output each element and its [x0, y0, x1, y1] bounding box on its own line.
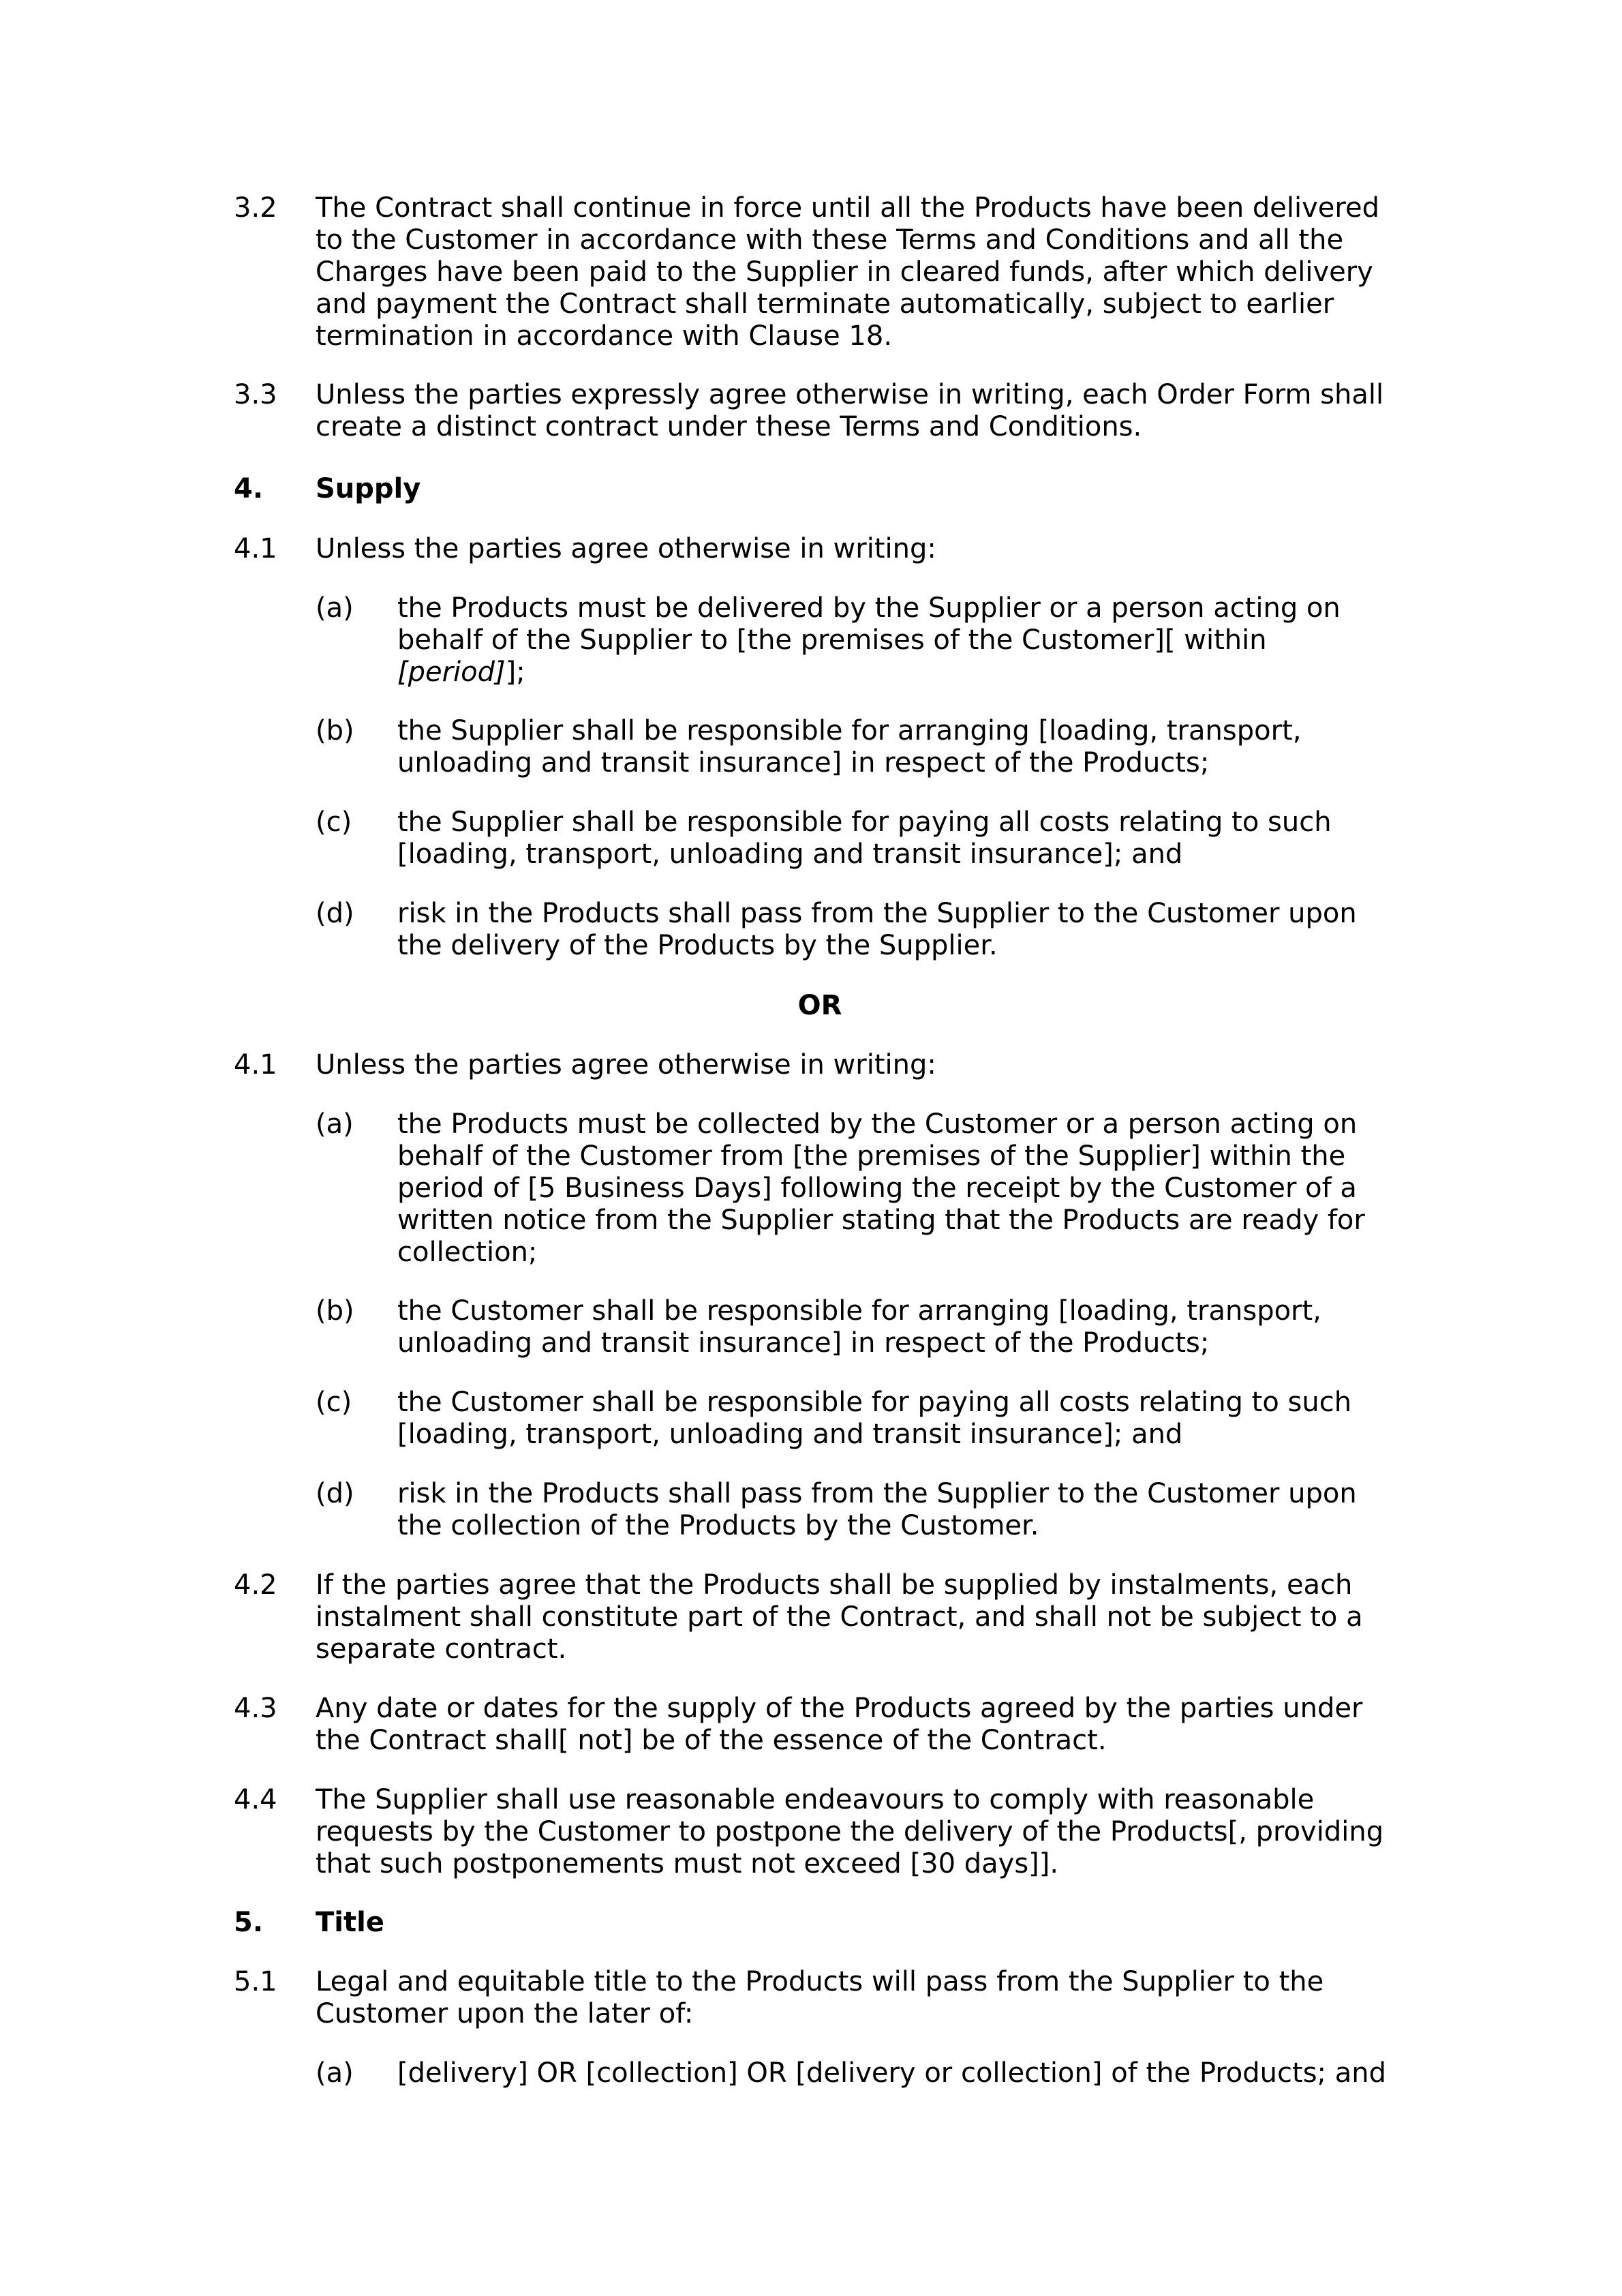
subclause-number: (a) [316, 1108, 354, 1140]
subclause-text [397, 898, 1406, 962]
subclause-text [397, 806, 1406, 871]
clause-number: 3.2 [234, 192, 277, 224]
text-line: [delivery] OR [collection] OR [delivery or collection] of the Products; and [397, 2057, 1386, 2089]
text-line: [loading, transport, unloading and transit insurance]; and [397, 839, 1183, 870]
clause-number: 3.3 [234, 379, 277, 410]
text-line: the Products must be collected by the Customer or a person acting on [397, 1108, 1358, 1140]
section-title: Title [316, 1907, 384, 1938]
text-line: risk in the Products shall pass from the Supplier to the Customer upon [397, 898, 1357, 929]
subclause-number: (c) [316, 806, 352, 838]
clause-text [316, 192, 1406, 352]
text-line: Unless the parties agree otherwise in writing: [316, 533, 936, 564]
text-line: requests by the Customer to postpone the delivery of the Products[, providing [316, 1816, 1384, 1847]
text-line: and payment the Contract shall terminate automatically, subject to earlier [316, 288, 1334, 320]
text-line: risk in the Products shall pass from the Supplier to the Customer upon [397, 1478, 1357, 1509]
clause-number: 4.2 [234, 1569, 277, 1601]
subclause-text [397, 1387, 1406, 1451]
text-fragment: ]; [505, 656, 525, 688]
alternative-or-divider: OR [797, 990, 842, 1021]
subclause-number: (a) [316, 2057, 354, 2089]
text-line: the delivery of the Products by the Supplier. [397, 930, 998, 961]
clause-number: 5.1 [234, 1966, 277, 1997]
text-line [397, 656, 1406, 689]
text-line: that such postponements must not exceed [30 days]]. [316, 1848, 1059, 1879]
subclause-number: (d) [316, 898, 354, 929]
subclause-text [397, 1478, 1406, 1542]
section-number: 5. [234, 1907, 264, 1938]
subclause-text [397, 592, 1406, 689]
text-line: the Contract shall[ not] be of the essence of the Contract. [316, 1725, 1107, 1756]
clause-text [316, 1693, 1406, 1757]
clause-number: 4.1 [234, 533, 277, 564]
text-line: Any date or dates for the supply of the Products agreed by the parties under [316, 1693, 1363, 1724]
text-line: termination in accordance with Clause 18. [316, 320, 893, 352]
clause-text [316, 1966, 1406, 2030]
subclause-number: (d) [316, 1478, 354, 1509]
subclause-number: (b) [316, 715, 354, 746]
text-line: the Customer shall be responsible for paying all costs relating to such [397, 1387, 1352, 1418]
clause-number: 4.3 [234, 1693, 277, 1724]
subclause-number: (c) [316, 1387, 352, 1418]
text-line: the Supplier shall be responsible for arranging [loading, transport, [397, 715, 1302, 746]
text-line: instalment shall constitute part of the Contract, and shall not be subject to a [316, 1601, 1363, 1633]
text-line: to the Customer in accordance with these Terms and Conditions and all the [316, 224, 1344, 256]
clause-text [316, 1569, 1406, 1665]
text-line: the Customer shall be responsible for arranging [loading, transport, [397, 1295, 1321, 1327]
clause-text [316, 379, 1406, 443]
text-line: Unless the parties agree otherwise in writing: [316, 1049, 936, 1081]
subclause-text [397, 1295, 1406, 1359]
subclause-text [397, 715, 1406, 779]
text-line: separate contract. [316, 1633, 567, 1665]
text-line: the Products must be delivered by the Supplier or a person acting on [397, 592, 1341, 624]
text-line: behalf of the Supplier to [the premises of the Customer][ within [397, 624, 1267, 656]
subclause-text [397, 1108, 1406, 1269]
text-line: period of [5 Business Days] following the receipt by the Customer of a [397, 1173, 1357, 1204]
clause-text [316, 1784, 1406, 1880]
text-line: Customer upon the later of: [316, 1998, 694, 2029]
clause-text [316, 1049, 1406, 1081]
text-line: the collection of the Products by the Customer. [397, 1510, 1039, 1541]
text-line: unloading and transit insurance] in respect of the Products; [397, 1327, 1210, 1359]
text-line: [loading, transport, unloading and transit insurance]; and [397, 1419, 1183, 1450]
text-line: The Contract shall continue in force until all the Products have been delivered [316, 192, 1379, 224]
text-line: Charges have been paid to the Supplier in cleared funds, after which delivery [316, 256, 1373, 288]
text-line: collection; [397, 1237, 538, 1268]
text-line: written notice from the Supplier stating that the Products are ready for [397, 1205, 1365, 1236]
clause-number: 4.1 [234, 1049, 277, 1081]
subclause-text [397, 2057, 1406, 2089]
text-line: Legal and equitable title to the Products will pass from the Supplier to the [316, 1966, 1324, 1997]
text-line: Unless the parties expressly agree otherwise in writing, each Order Form shall [316, 379, 1384, 410]
clause-text [316, 533, 1406, 565]
clause-number: 4.4 [234, 1784, 277, 1815]
text-line: The Supplier shall use reasonable endeavours to comply with reasonable [316, 1784, 1315, 1815]
subclause-number: (a) [316, 592, 354, 624]
italic-placeholder: [period] [397, 656, 506, 688]
subclause-number: (b) [316, 1295, 354, 1327]
section-title: Supply [316, 473, 421, 504]
text-line: behalf of the Customer from [the premises of the Supplier] within the [397, 1141, 1346, 1172]
text-line: unloading and transit insurance] in respect of the Products; [397, 747, 1210, 779]
text-line: create a distinct contract under these Terms and Conditions. [316, 411, 1142, 442]
section-number: 4. [234, 473, 264, 504]
text-line: the Supplier shall be responsible for paying all costs relating to such [397, 806, 1332, 838]
text-line: If the parties agree that the Products shall be supplied by instalments, each [316, 1569, 1353, 1601]
